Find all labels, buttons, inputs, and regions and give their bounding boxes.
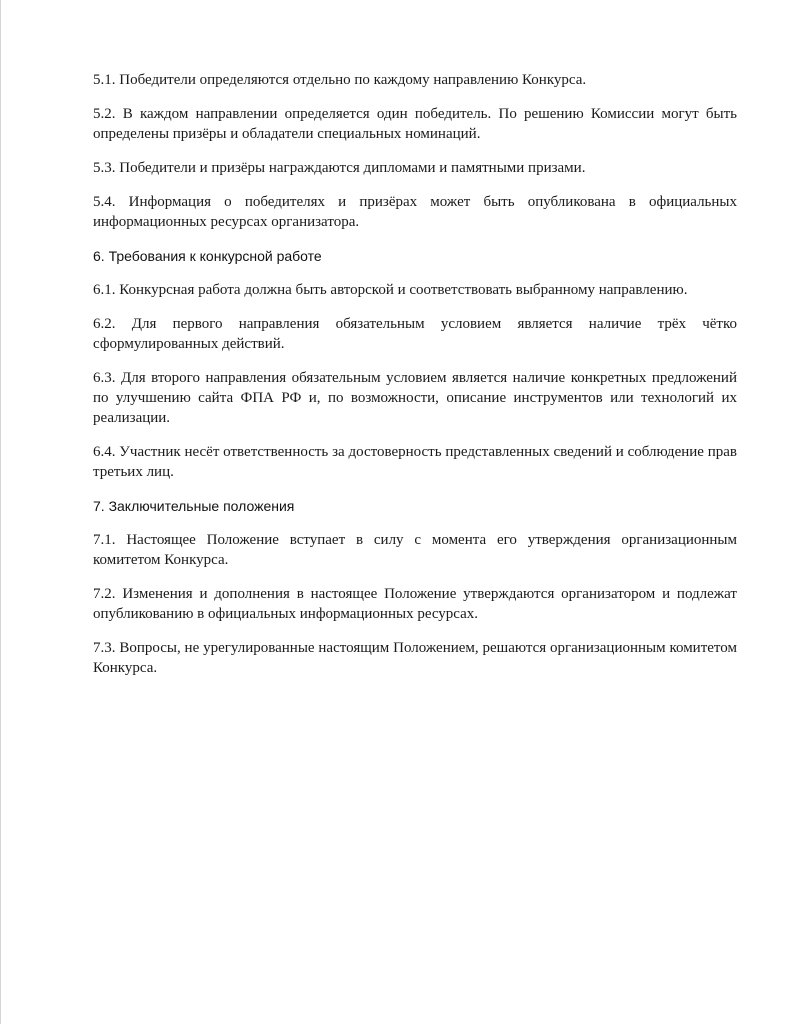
clause-7-3: 7.3. Вопросы, не урегулированные настоящим Положением, решаются организационным комитетом Конкурса.: [93, 640, 737, 676]
document-page: [93, 70, 737, 692]
clause-6-4: 6.4. Участник несёт ответственность за достоверность представленных сведений и соблюдение прав третьих лиц.: [93, 444, 737, 480]
clause-7-2: 7.2. Изменения и дополнения в настоящее Положение утверждаются организатором и подлежат опубликованию в официальных информационных ресурсах.: [93, 586, 737, 622]
clause-6-2: 6.2. Для первого направления обязательным условием является наличие трёх чётко сформулированных действий.: [93, 316, 737, 352]
clause-6-3: 6.3. Для второго направления обязательным условием является наличие конкретных предложений по улучшению сайта ФПА РФ и, по возможности, описание инструментов или технологий их реализации.: [93, 370, 737, 426]
clause-5-3: 5.3. Победители и призёры награждаются дипломами и памятными призами.: [93, 160, 586, 176]
section-6-heading: 6. Требования к конкурсной работе: [93, 248, 322, 264]
clause-5-1: 5.1. Победители определяются отдельно по каждому направлению Конкурса.: [93, 72, 587, 88]
clause-7-1: 7.1. Настоящее Положение вступает в силу с момента его утверждения организационным комитетом Конкурса.: [93, 532, 737, 568]
clause-6-1: 6.1. Конкурсная работа должна быть авторской и соответствовать выбранному направлению.: [93, 282, 688, 298]
clause-5-2: 5.2. В каждом направлении определяется один победитель. По решению Комиссии могут быть определены призёры и обладатели специальных номинаций.: [93, 106, 737, 142]
clause-5-4: 5.4. Информация о победителях и призёрах может быть опубликована в официальных информационных ресурсах организатора.: [93, 194, 737, 230]
page-edge: [0, 0, 1, 1024]
section-7-heading: 7. Заключительные положения: [93, 498, 295, 514]
